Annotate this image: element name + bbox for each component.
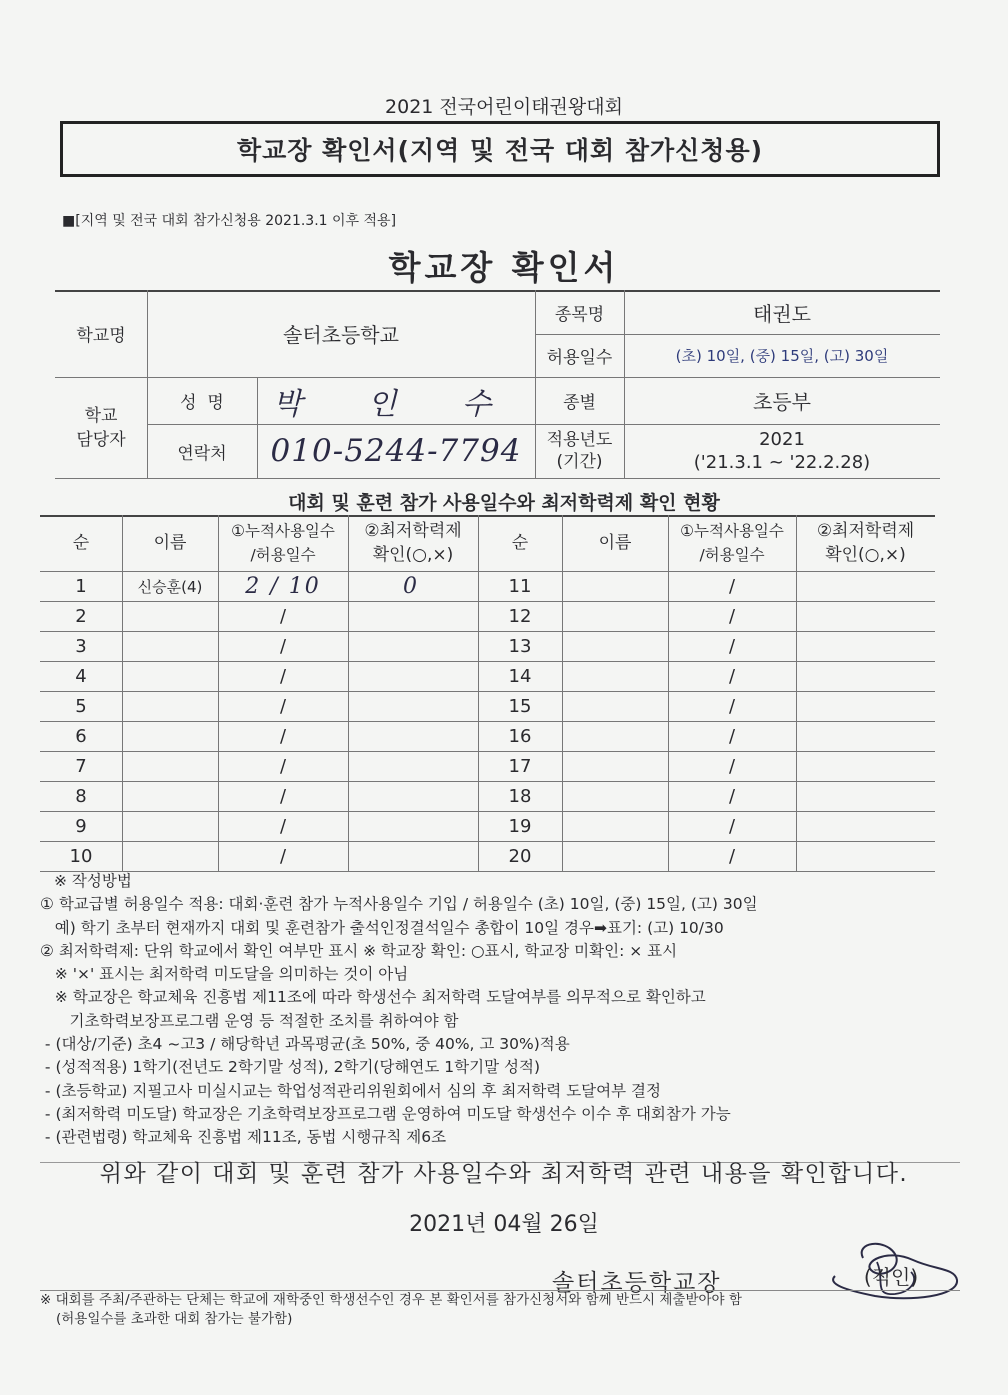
row-name	[562, 571, 668, 601]
contact-handwritten: 010-5244-7794	[270, 433, 522, 469]
division-label: 종별	[563, 393, 596, 413]
row-days: /	[279, 665, 287, 687]
row-name	[122, 601, 218, 631]
row-days: /	[279, 815, 287, 837]
row-check	[796, 661, 935, 691]
row-number: 12	[508, 605, 532, 627]
row-number: 10	[69, 845, 93, 867]
header-check-left	[348, 515, 478, 571]
row-check	[348, 721, 478, 751]
row-name	[562, 691, 668, 721]
row-check	[796, 841, 935, 871]
period-year: 2021	[759, 429, 805, 450]
sport-value: 태권도	[753, 301, 811, 326]
row-name	[562, 721, 668, 751]
status-title: 대회 및 훈련 참가 사용일수와 최저학력제 확인 현황	[288, 492, 720, 514]
row-number: 1	[75, 575, 87, 597]
row-number: 7	[75, 755, 87, 777]
row-days: /	[728, 635, 736, 657]
info-divider	[55, 478, 940, 479]
writing-guide	[40, 870, 940, 1150]
row-days: /	[279, 785, 287, 807]
row-check	[796, 751, 935, 781]
row-name	[122, 721, 218, 751]
header-days-right	[668, 515, 796, 571]
row-check	[348, 601, 478, 631]
row-name	[562, 781, 668, 811]
row-number: 15	[508, 695, 532, 717]
row-number: 5	[75, 695, 87, 717]
row-name: 신승훈(4)	[137, 577, 203, 596]
row-days: /	[279, 845, 287, 867]
row-check	[348, 631, 478, 661]
row-number: 3	[75, 635, 87, 657]
guide-line: ① 학교급별 허용일수 적용: 대회·훈련 참가 누적사용일수 기입 / 허용일수 (초) 10일, (중) 15일, (고) 30일	[40, 895, 758, 914]
form-banner: 학교장 확인서(지역 및 전국 대회 참가신청용)	[60, 121, 940, 177]
row-check	[348, 691, 478, 721]
row-days: /	[728, 845, 736, 867]
sport-label: 종목명	[554, 304, 605, 325]
row-check	[796, 691, 935, 721]
row-name	[122, 781, 218, 811]
row-days: /	[728, 725, 736, 747]
row-days: /	[728, 785, 736, 807]
row-name	[122, 631, 218, 661]
period-label-line1: 적용년도	[546, 430, 613, 450]
row-name	[562, 631, 668, 661]
row-number: 20	[508, 845, 532, 867]
guide-line: - (최저학력 미도달) 학교장은 기초학력보장프로그램 운영하여 미도달 학생선수 이수 후 대회참가 가능	[40, 1104, 731, 1123]
header-days-line2: /허용일수	[699, 546, 765, 564]
row-check	[348, 751, 478, 781]
row-number: 6	[75, 725, 87, 747]
guide-line: ※ '×' 표시는 최저학력 미도달을 의미하는 것이 아님	[40, 965, 409, 984]
row-check	[348, 811, 478, 841]
row-check	[796, 601, 935, 631]
event-title: 2021 전국어린이태권왕대회	[385, 96, 623, 118]
row-name	[122, 841, 218, 871]
row-check	[796, 571, 935, 601]
school-label: 학교명	[76, 326, 126, 346]
division-value: 초등부	[753, 390, 811, 414]
contact-label: 연락처	[177, 443, 227, 464]
guide-line: - (관련법령) 학교체육 진흥법 제11조, 동법 시행규칙 제6조	[40, 1128, 447, 1147]
row-days: /	[279, 725, 287, 747]
seal-text: (직인)	[863, 1265, 919, 1289]
row-number: 11	[508, 575, 532, 597]
footnote	[40, 1291, 960, 1329]
period-value	[624, 424, 940, 478]
period-label-line2: (기간)	[556, 452, 603, 472]
row-number: 9	[75, 815, 87, 837]
guide-line: 예) 학기 초부터 현재까지 대회 및 훈련참가 출석인정결석일수 총합이 10일 경우➡표기: (고) 10/30	[40, 918, 724, 937]
header-days-line1: ①누적사용일수	[680, 522, 784, 540]
row-check	[796, 781, 935, 811]
row-days: /	[728, 815, 736, 837]
row-number: 18	[508, 785, 532, 807]
row-number: 8	[75, 785, 87, 807]
principal-title: 솔터초등학교장	[552, 1270, 722, 1296]
guide-line: - (성적적용) 1학기(전년도 2학기말 성적), 2학기(당해연도 1학기말 성적)	[40, 1058, 540, 1077]
header-check-line1: ②최저학력제	[816, 521, 915, 541]
row-number: 4	[75, 665, 87, 687]
row-days: /	[279, 635, 287, 657]
row-check: 0	[403, 573, 423, 599]
row-number: 16	[508, 725, 532, 747]
manager-name-handwritten: 박 인 수	[272, 386, 519, 422]
row-days: /	[728, 695, 736, 717]
manager-label-line2: 담당자	[76, 429, 126, 450]
header-name-left: 이름	[153, 533, 187, 553]
confirmation-statement: 위와 같이 대회 및 훈련 참가 사용일수와 최저학력 관련 내용을 확인합니다.	[99, 1161, 909, 1187]
row-name	[562, 661, 668, 691]
row-number: 17	[508, 755, 532, 777]
row-name	[122, 691, 218, 721]
row-number: 14	[508, 665, 532, 687]
row-days: /	[728, 575, 736, 597]
period-label	[535, 424, 624, 478]
name-label: 성 명	[180, 393, 224, 413]
row-days: /	[279, 695, 287, 717]
header-name-right: 이름	[598, 533, 632, 553]
manager-label-line1: 학교	[84, 405, 118, 426]
row-days: /	[728, 665, 736, 687]
school-value: 솔터초등학교	[283, 323, 399, 347]
applicability-note: ■[지역 및 전국 대회 참가신청용 2021.3.1 이후 적용]	[62, 213, 397, 229]
row-name	[122, 751, 218, 781]
guide-line: - (대상/기준) 초4 ~고3 / 해당학년 과목평균(초 50%, 중 40%, 고 30%)적용	[40, 1035, 570, 1054]
row-name	[122, 811, 218, 841]
row-name	[562, 811, 668, 841]
row-name	[122, 661, 218, 691]
guide-line: ※ 학교장은 학교체육 진흥법 제11조에 따라 학생선수 최저학력 도달여부를 의무적으로 확인하고	[40, 988, 706, 1007]
period-range: ('21.3.1 ~ '22.2.28)	[693, 452, 871, 473]
allowed-days-value: (초) 10일, (중) 15일, (고) 30일	[675, 347, 889, 365]
row-days: /	[279, 605, 287, 627]
row-name	[562, 841, 668, 871]
row-number: 13	[508, 635, 532, 657]
header-check-line2: 확인(○,×)	[825, 545, 906, 565]
row-check	[796, 721, 935, 751]
row-check	[796, 811, 935, 841]
row-name	[562, 751, 668, 781]
manager-label	[55, 377, 147, 478]
header-check-line2: 확인(○,×)	[372, 545, 454, 565]
guide-lines	[40, 893, 940, 1149]
footnote-line2: (허용일수를 초과한 대회 참가는 불가함)	[56, 1311, 293, 1327]
row-name	[562, 601, 668, 631]
row-number: 19	[508, 815, 532, 837]
issue-date: 2021년 04월 26일	[409, 1212, 599, 1237]
header-days-line2: /허용일수	[250, 546, 316, 564]
row-days: /	[279, 755, 287, 777]
row-number: 2	[75, 605, 87, 627]
row-check	[348, 781, 478, 811]
allowed-days-label: 허용일수	[546, 348, 613, 368]
guide-line: ② 최저학력제: 단위 학교에서 확인 여부만 표시 ※ 학교장 확인: ○표시, 학교장 미확인: × 표시	[40, 941, 678, 960]
guide-line: - (초등학교) 지필고사 미실시교는 학업성적관리위원회에서 심의 후 최저학력 도달여부 결정	[40, 1081, 661, 1100]
guide-heading: ※ 작성방법	[54, 872, 132, 890]
row-days: 2 / 10	[245, 573, 321, 599]
guide-line: 기초학력보장프로그램 운영 등 적절한 조치를 취하여야 함	[40, 1011, 459, 1030]
header-check-line1: ②최저학력제	[364, 521, 462, 541]
header-days-left	[218, 515, 348, 571]
header-days-line1: ①누적사용일수	[231, 522, 335, 540]
footnote-line1: ※ 대회를 주최/주관하는 단체는 학교에 재학중인 학생선수인 경우 본 확인서를 참가신청서와 함께 반드시 제출받아야 함	[40, 1292, 742, 1308]
row-check	[796, 631, 935, 661]
header-no-right: 순	[511, 533, 529, 553]
document-title: 학교장 확인서	[388, 248, 620, 287]
row-check	[348, 661, 478, 691]
row-days: /	[728, 605, 736, 627]
header-no-left: 순	[72, 533, 90, 553]
header-check-right	[796, 515, 935, 571]
row-days: /	[728, 755, 736, 777]
row-check	[348, 841, 478, 871]
